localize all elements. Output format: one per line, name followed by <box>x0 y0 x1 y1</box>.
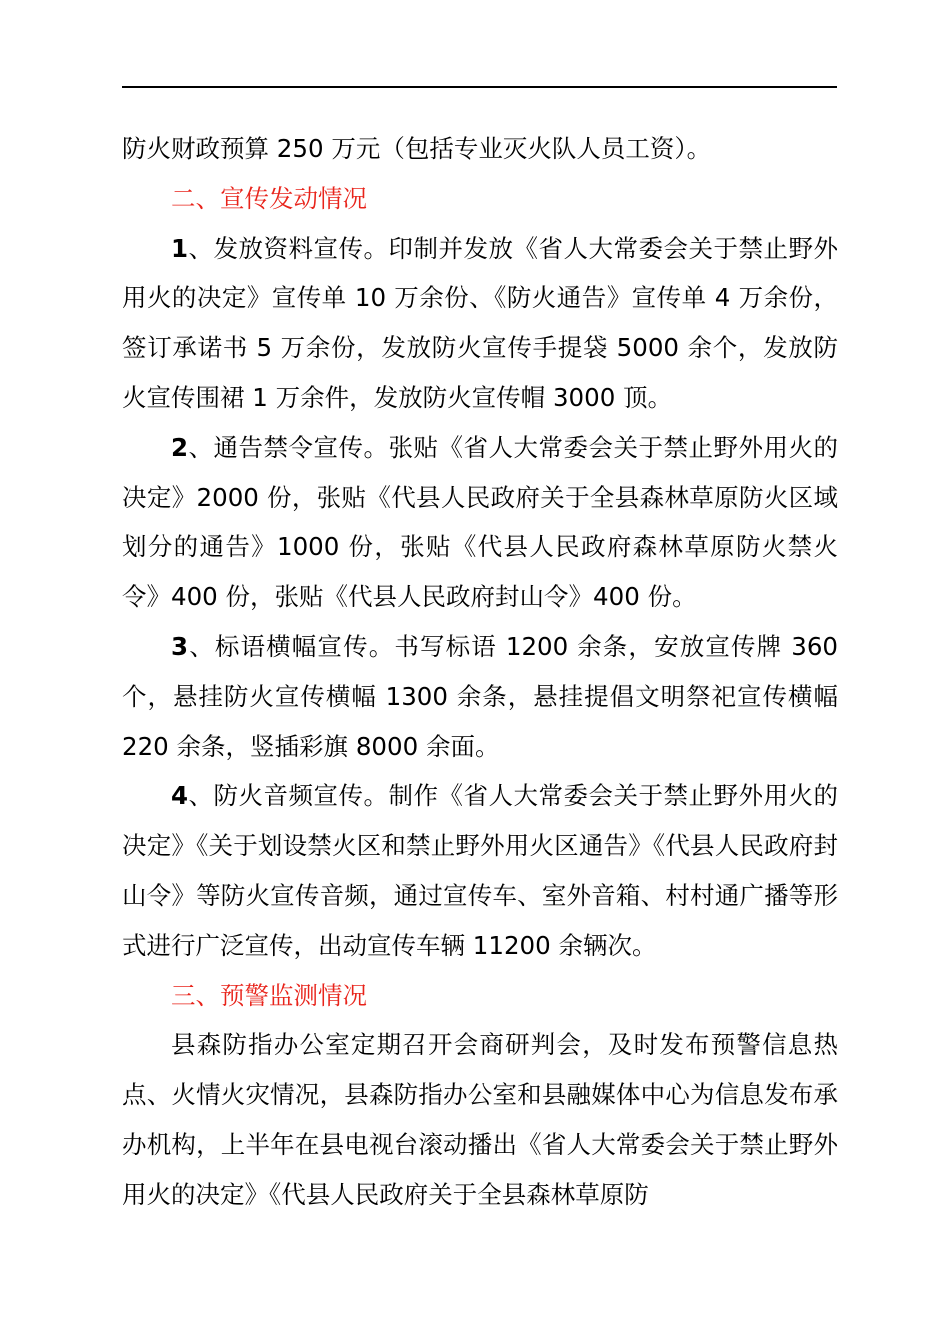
item-number: 2 <box>171 432 189 462</box>
section-heading-monitoring: 三、预警监测情况 <box>171 980 367 1010</box>
item-text: 、发放资料宣传。印制并发放《省人大常委会关于禁止野外用火的决定》宣传单 10 万余份、《防火通告》宣传单 4 万余份，签订承诺书 5 万余份，发放防火宣传手提袋 5000 余个，发放防火宣传围裙 1 万余件，发放防火宣传帽 3000 顶。 <box>122 233 838 412</box>
item-number: 4 <box>171 781 189 811</box>
item-text: 、防火音频宣传。制作《省人大常委会关于禁止野外用火的决定》《关于划设禁火区和禁止野外用火区通告》《代县人民政府封山令》等防火宣传音频，通过宣传车、室外音箱、村村通广播等形式进行广泛宣传，出动宣传车辆 11200 余辆次。 <box>122 781 838 960</box>
monitoring-paragraph: 县森防指办公室定期召开会商研判会，及时发布预警信息热点、火情火灾情况，县森防指办公室和县融媒体中心为信息发布承办机构，上半年在县电视台滚动播出《省人大常委会关于禁止野外用火的决定》《代县人民政府关于全县森林草原防 <box>122 1030 838 1209</box>
continuation-paragraph: 防火财政预算 250 万元（包括专业灭火队人员工资）。 <box>122 134 712 163</box>
publicity-item-3 <box>122 622 838 771</box>
header-rule <box>122 86 837 88</box>
publicity-item-1 <box>122 224 838 423</box>
item-text: 、标语横幅宣传。书写标语 1200 余条，安放宣传牌 360 个，悬挂防火宣传横幅 1300 余条，悬挂提倡文明祭祀宣传横幅 220 余条，竖插彩旗 8000 余面。 <box>122 631 838 761</box>
item-text: 、通告禁令宣传。张贴《省人大常委会关于禁止野外用火的决定》2000 份，张贴《代县人民政府关于全县森林草原防火区域划分的通告》1000 份，张贴《代县人民政府森林草原防火禁火令》400 份，张贴《代县人民政府封山令》400 份。 <box>122 432 838 612</box>
section-heading-publicity: 二、宣传发动情况 <box>171 183 367 213</box>
document-body <box>122 124 838 1220</box>
item-number: 3 <box>171 631 189 661</box>
publicity-item-4 <box>122 771 838 970</box>
item-number: 1 <box>171 233 189 263</box>
publicity-item-2 <box>122 423 838 622</box>
